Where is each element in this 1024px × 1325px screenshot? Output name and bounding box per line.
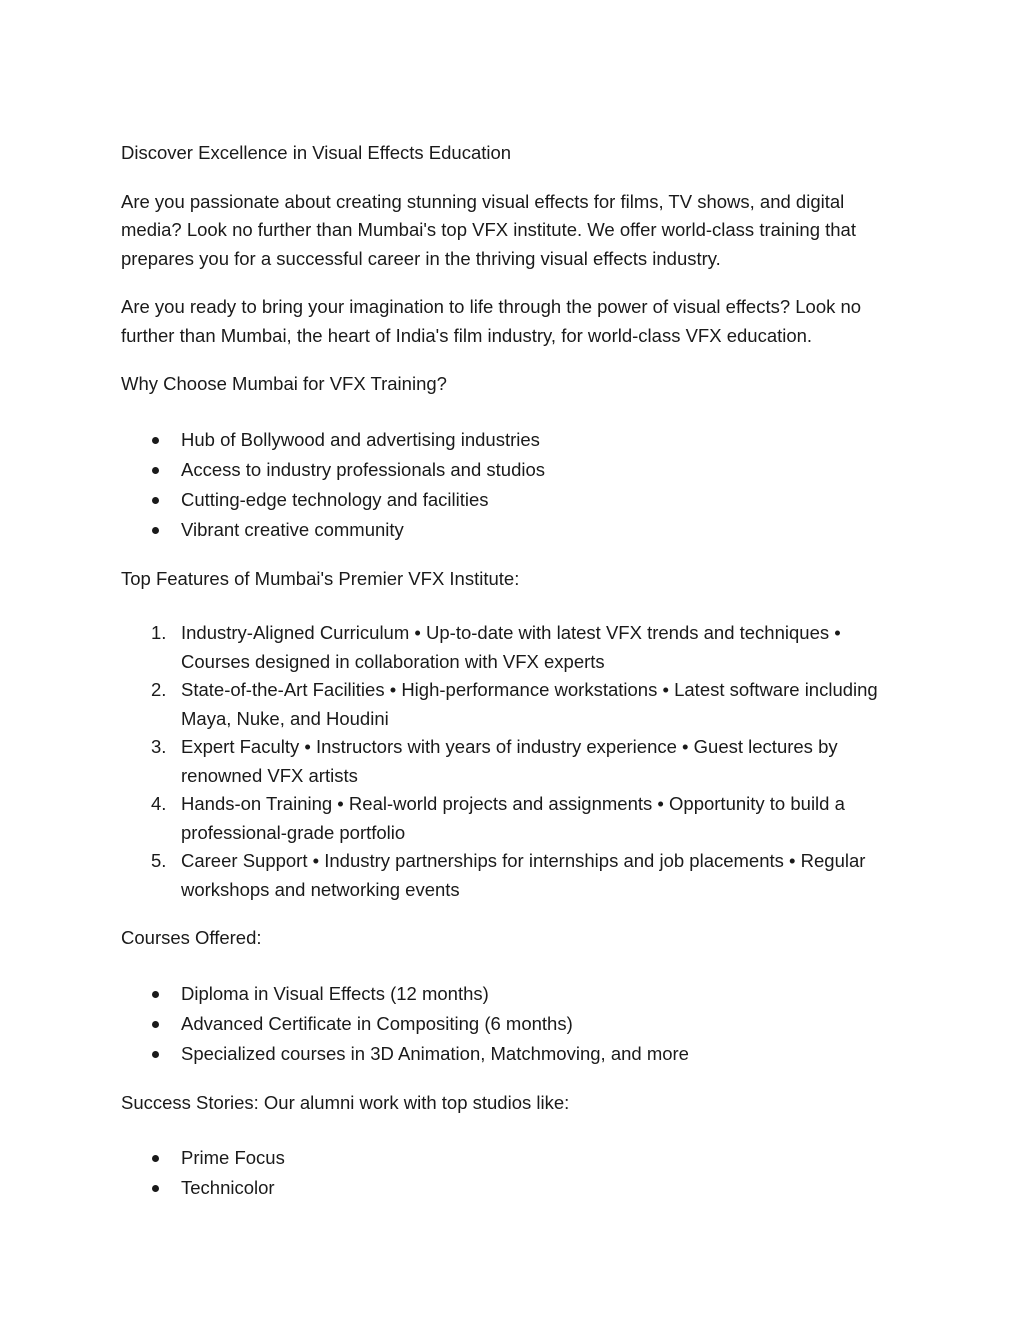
list-item-text: Diploma in Visual Effects (12 months): [181, 982, 489, 1004]
list-number: 5.: [151, 850, 167, 871]
second-paragraph: Are you ready to bring your imagination to life through the power of visual effects? Look no further than Mumbai, the heart of India's film industry, for world-class VFX education.: [121, 296, 862, 346]
bullet-icon: [152, 527, 159, 534]
list-item: [121, 425, 906, 455]
list-item-text: State-of-the-Art Facilities • High-performance workstations • Latest software including Maya, Nuke, and Houdini: [181, 679, 878, 729]
list-item-text: Career Support • Industry partnerships for internships and job placements • Regular workshops and networking events: [181, 850, 866, 900]
bullet-icon: [152, 991, 159, 998]
list-item: [121, 1039, 906, 1069]
list-item-text: Industry-Aligned Curriculum • Up-to-date with latest VFX trends and techniques • Courses designed in collaboration with VFX experts: [181, 622, 841, 672]
why-heading: Why Choose Mumbai for VFX Training?: [121, 373, 447, 394]
why-list: [121, 419, 906, 545]
studios-list: [121, 1137, 906, 1203]
bullet-icon: [152, 1185, 159, 1192]
list-item: [121, 733, 906, 790]
list-item: [121, 1173, 906, 1203]
list-item: [121, 676, 906, 733]
list-item-text: Expert Faculty • Instructors with years of industry experience • Guest lectures by renowned VFX artists: [181, 736, 838, 786]
list-item: [121, 1143, 906, 1173]
bullet-icon: [152, 437, 159, 444]
list-item-text: Hands-on Training • Real-world projects and assignments • Opportunity to build a professional-grade portfolio: [181, 793, 845, 843]
success-heading: Success Stories: Our alumni work with top studios like:: [121, 1091, 570, 1113]
courses-heading: Courses Offered:: [121, 927, 262, 948]
list-item: [121, 979, 906, 1009]
list-number: 3.: [151, 736, 167, 757]
list-item: [121, 1009, 906, 1039]
bullet-icon: [152, 1155, 159, 1162]
list-item-text: Specialized courses in 3D Animation, Matchmoving, and more: [181, 1042, 689, 1064]
list-item-text: Access to industry professionals and studios: [181, 458, 546, 480]
list-item-text: Technicolor: [181, 1177, 275, 1198]
list-item-text: Advanced Certificate in Compositing (6 months): [181, 1012, 573, 1034]
bullet-icon: [152, 497, 159, 504]
list-item: [121, 619, 906, 676]
list-item: [121, 455, 906, 485]
list-item: [121, 485, 906, 515]
list-number: 1.: [151, 622, 167, 643]
list-item-text: Hub of Bollywood and advertising industries: [181, 428, 540, 450]
bullet-icon: [152, 467, 159, 474]
intro-paragraph: Are you passionate about creating stunning visual effects for films, TV shows, and digital media? Look no further than Mumbai's top VFX institute. We offer world-class training that prepares you for a successful career in the thriving visual effects industry.: [121, 190, 856, 269]
list-number: 2.: [151, 679, 167, 700]
bullet-icon: [152, 1021, 159, 1028]
list-item-text: Vibrant creative community: [181, 518, 404, 540]
document-heading: Discover Excellence in Visual Effects Education: [121, 142, 512, 163]
list-item: [121, 515, 906, 545]
list-item: [121, 790, 906, 847]
bullet-icon: [152, 1051, 159, 1058]
list-number: 4.: [151, 793, 167, 814]
document-page: [121, 139, 906, 1223]
list-item: [121, 847, 906, 904]
features-heading: Top Features of Mumbai's Premier VFX Institute:: [121, 567, 520, 589]
features-list: [121, 613, 906, 904]
list-item-text: Cutting-edge technology and facilities: [181, 488, 489, 510]
list-item-text: Prime Focus: [181, 1147, 285, 1168]
courses-list: [121, 973, 906, 1069]
